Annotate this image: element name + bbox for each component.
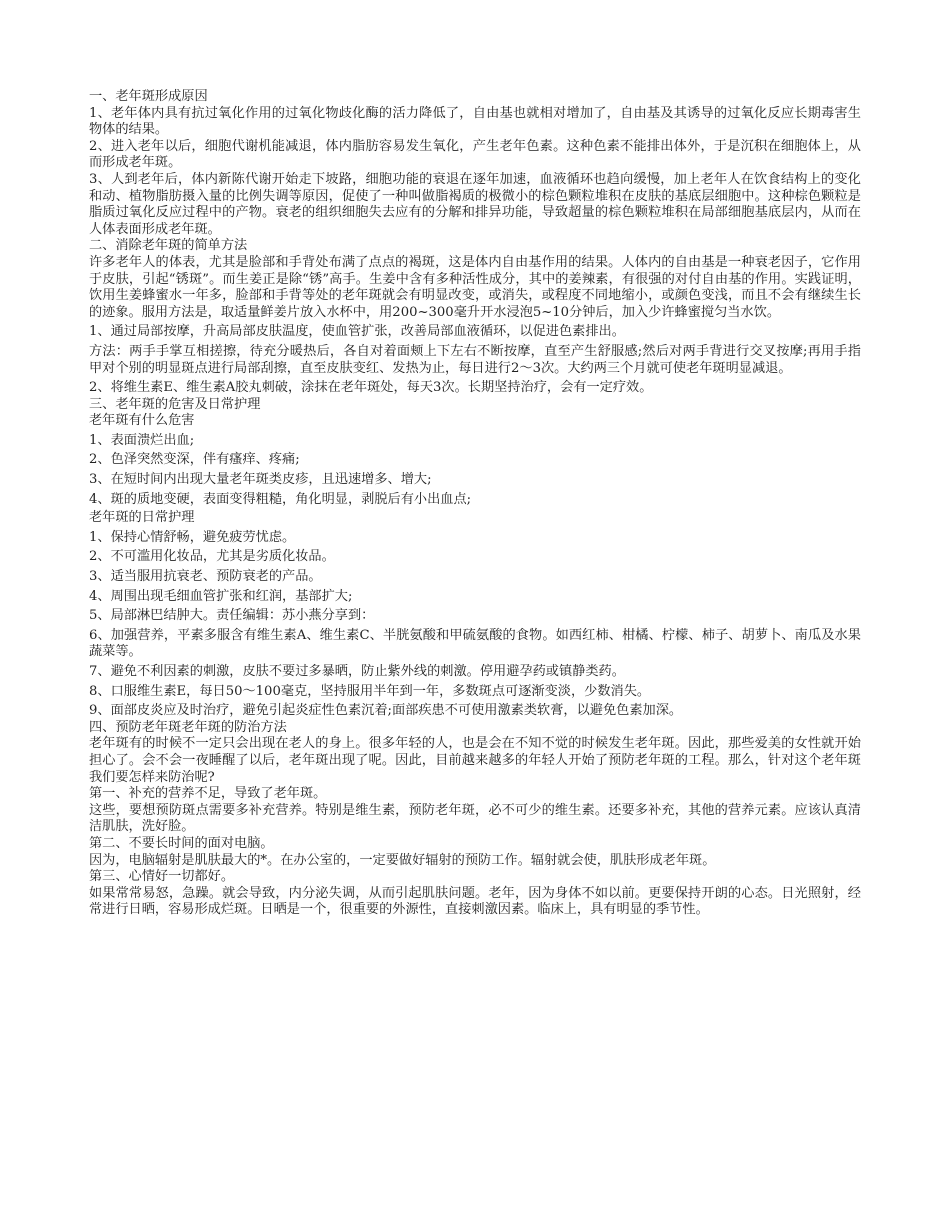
paragraph: 2、进入老年以后，细胞代谢机能减退，体内脂肪容易发生氧化，产生老年色素。这种色素不能排出体外，于是沉积在细胞体上，从而形成老年斑。 bbox=[89, 138, 861, 171]
list-item: 3、适当服用抗衰老、预防衰老的产品。 bbox=[89, 569, 322, 585]
subheading: 老年斑有什么危害 bbox=[89, 413, 195, 429]
subheading: 第三、心情好一切都好。 bbox=[89, 869, 235, 885]
list-item: 9、面部皮炎应及时治疗，避免引起炎症性色素沉着;面部疾患不可使用激素类软膏，以避免色素加深。 bbox=[89, 703, 683, 719]
list-item: 4、周围出现毛细血管扩张和红润，基部扩大; bbox=[89, 588, 353, 604]
section-heading-1: 一、老年斑形成原因 bbox=[89, 89, 208, 104]
subheading: 老年斑的日常护理 bbox=[89, 510, 195, 526]
list-item: 2、色泽突然变深，伴有瘙痒、疼痛; bbox=[89, 452, 300, 468]
subheading: 第一、补充的营养不足，导致了老年斑。 bbox=[89, 786, 327, 802]
subheading: 第二、不要长时间的面对电脑。 bbox=[89, 835, 274, 851]
paragraph: 如果常常易怒，急躁。就会导致，内分泌失调，从而引起肌肤问题。老年，因为身体不如以前。更要保持开朗的心态。日光照射，经常进行日晒，容易形成烂斑。日晒是一个，很重要的外源性，直接刺激因素。临床上，具有明显的季节性。 bbox=[89, 885, 861, 918]
list-item: 1、表面溃烂出血; bbox=[89, 432, 195, 448]
section-heading-4: 四、预防老年斑老年斑的防治方法 bbox=[89, 719, 287, 735]
paragraph: 因为，电脑辐射是肌肤最大的*。在办公室的，一定要做好辐射的预防工作。辐射就会使，肌肤形成老年斑。 bbox=[89, 852, 716, 868]
paragraph: 老年斑有的时候不一定只会出现在老人的身上。很多年轻的人，也是会在不知不觉的时候发生老年斑。因此，那些爱美的女性就开始担心了。会不会一夜睡醒了以后，老年斑出现了呢。因此，目前越来越多的年轻人开始了预防老年斑的工程。那么，针对这个老年斑我们要怎样来防治呢? bbox=[89, 736, 861, 785]
list-item: 5、局部淋巴结肿大。责任编辑：苏小燕分享到： bbox=[89, 608, 375, 624]
list-item: 3、在短时间内出现大量老年斑类皮疹，且迅速增多、增大; bbox=[89, 472, 432, 488]
document-body bbox=[89, 89, 861, 919]
paragraph: 这些，要想预防斑点需要多补充营养。特别是维生素，预防老年斑，必不可少的维生素。还要多补充，其他的营养元素。应该认真清洁肌肤，洗好脸。 bbox=[89, 802, 861, 835]
section-heading-2: 二、消除老年斑的简单方法 bbox=[89, 238, 248, 254]
paragraph: 方法：两手手掌互相搓擦，待充分暖热后，各自对着面颊上下左右不断按摩，直至产生舒服感;然后对两手背进行交叉按摩;再用手指甲对个别的明显斑点进行局部刮擦，直至皮肤变红、发热为止，每日进行2～3次。大约两三个月就可使老年斑明显减退。 bbox=[89, 343, 861, 376]
list-item: 8、口服维生素E，每日50～100毫克，坚持服用半年到一年，多数斑点可逐渐变淡，少数消失。 bbox=[89, 683, 651, 699]
list-item: 7、避免不利因素的刺激，皮肤不要过多暴晒，防止紫外线的刺激。停用避孕药或镇静类药。 bbox=[89, 664, 625, 679]
list-item: 1、保持心情舒畅，避免疲劳忧虑。 bbox=[89, 529, 296, 545]
list-item: 2、不可滥用化妆品，尤其是劣质化妆品。 bbox=[89, 549, 335, 565]
paragraph: 1、通过局部按摩，升高局部皮肤温度，使血管扩张，改善局部血液循环，以促进色素排出。 bbox=[89, 324, 625, 340]
section-heading-3: 三、老年斑的危害及日常护理 bbox=[89, 396, 261, 412]
paragraph: 2、将维生素E、维生素A胶丸刺破，涂抹在老年斑处，每天3次。长期坚持治疗，会有一定疗效。 bbox=[89, 380, 653, 396]
paragraph: 许多老年人的体表，尤其是脸部和手背处布满了点点的褐斑，这是体内自由基作用的结果。人体内的自由基是一种衰老因子，它作用于皮肤，引起“锈斑”。而生姜正是除“锈”高手。生姜中含有多种活性成分，其中的姜辣素，有很强的对付自由基的作用。实践证明，饮用生姜蜂蜜水一年多，脸部和手背等处的老年斑就会有明显改变，或消失，或程度不同地缩小，或颜色变浅，而且不会有继续生长的迹象。服用方法是，取适量鲜姜片放入水杯中，用200~300毫升开水浸泡5~10分钟后，加入少许蜂蜜搅匀当水饮。 bbox=[89, 254, 861, 320]
list-item: 4、斑的质地变硬，表面变得粗糙，角化明显，剥脱后有小出血点; bbox=[89, 491, 472, 507]
list-item: 6、加强营养，平素多服含有维生素A、维生素C、半胱氨酸和甲硫氨酸的食物。如西红柿、柑橘、柠檬、柿子、胡萝卜、南瓜及水果蔬菜等。 bbox=[89, 627, 861, 660]
paragraph: 3、人到老年后，体内新陈代谢开始走下坡路，细胞功能的衰退在逐年加速，血液循环也趋向缓慢，加上老年人在饮食结构上的变化和动、植物脂肪摄入量的比例失调等原因，促使了一种叫做脂褐质的极微小的棕色颗粒堆积在皮肤的基底层细胞中。这种棕色颗粒是脂质过氧化反应过程中的产物。衰老的组织细胞失去应有的分解和排异功能，导致超量的棕色颗粒堆积在局部细胞基底层内，从而在人体表面形成老年斑。 bbox=[89, 171, 861, 237]
paragraph: 1、老年体内具有抗过氧化作用的过氧化物歧化酶的活力降低了，自由基也就相对增加了，自由基及其诱导的过氧化反应长期毒害生物体的结果。 bbox=[89, 105, 861, 138]
